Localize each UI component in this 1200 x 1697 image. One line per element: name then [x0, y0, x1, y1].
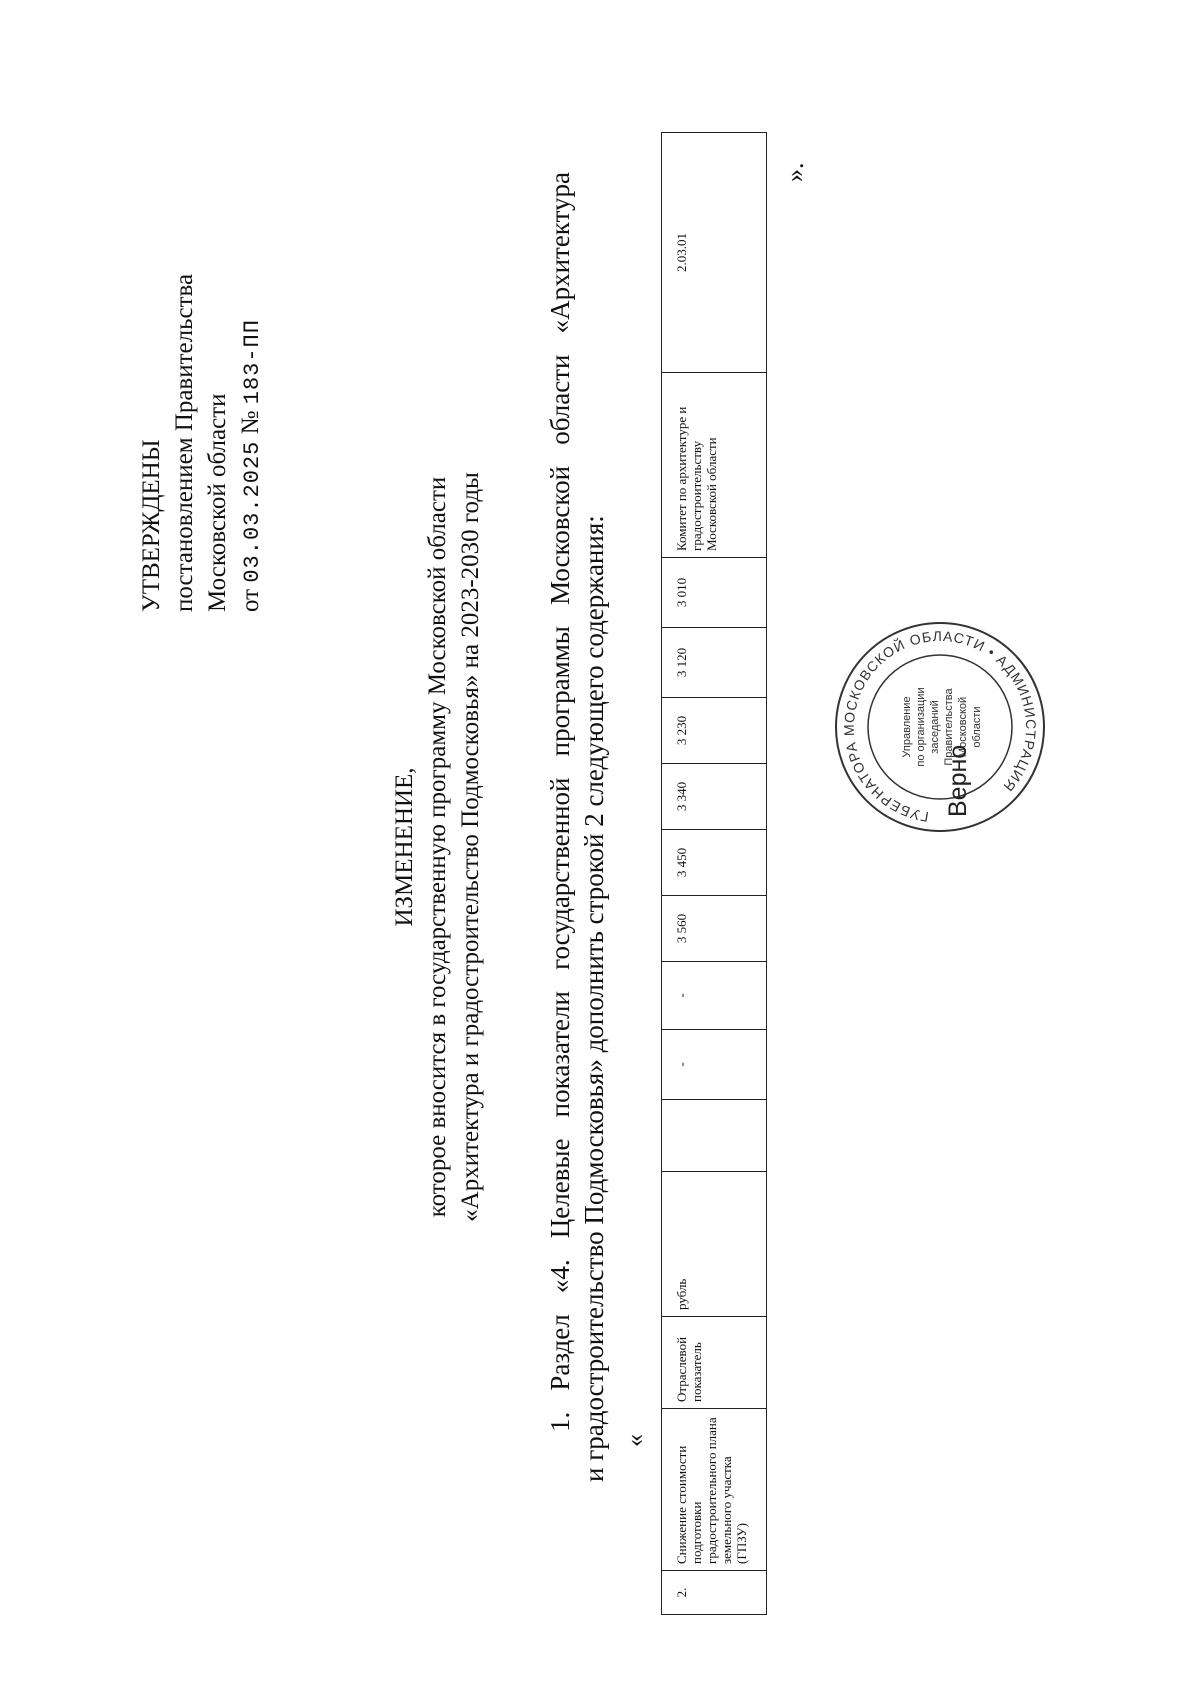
value-5: 3 340 — [662, 764, 767, 830]
approval-date-line — [234, 92, 269, 612]
official-seal-icon — [830, 617, 1050, 837]
value-2: - — [662, 962, 767, 1030]
value-3: 3 560 — [662, 896, 767, 962]
date-prefix: от — [237, 588, 264, 612]
program-code: 2.03.01 — [662, 133, 767, 373]
seal-line-1: Управление — [901, 696, 913, 758]
indicator-unit: рубль — [662, 1172, 767, 1317]
indicator-type: Отраслевой показатель — [662, 1317, 767, 1409]
seal-line-5: Московской — [957, 696, 969, 758]
handwritten-verno: Верно — [944, 744, 972, 817]
approval-number: 183-ПП — [240, 319, 265, 405]
number-sign: № — [237, 410, 264, 435]
document-subtitle-2: «Архитектура и градостроительство Подмосковья» на 2023-2030 годы — [457, 472, 484, 1222]
value-4: 3 450 — [662, 830, 767, 896]
paragraph-line-2: и градостроительство Подмосковья» дополнить строкой 2 следующего содержания: — [579, 515, 609, 1482]
seal-line-3: заседаний — [929, 700, 941, 754]
document-title: ИЗМЕНЕНИЕ, — [391, 767, 418, 927]
approval-line2: постановлением Правительства — [171, 273, 198, 612]
document-subtitle-1: которое вносится в государственную программу Московской области — [424, 476, 451, 1218]
row-number: 2. — [662, 1571, 767, 1615]
approval-block — [135, 92, 269, 612]
indicator-name: Снижение стоимости подготовки градостроительного плана земельного участка (ГПЗУ) — [662, 1409, 767, 1571]
quote-open: « — [620, 1434, 649, 1447]
value-8: 3 010 — [662, 558, 767, 628]
seal-line-2: по организации — [915, 687, 927, 767]
value-6: 3 230 — [662, 698, 767, 764]
responsible-body: Комитет по архитектуре и градостроительству Московской области — [662, 373, 767, 558]
seal-outer-text: ГУБЕРНАТОРА МОСКОВСКОЙ ОБЛАСТИ • АДМИНИСТРАЦИЯ — [840, 627, 1040, 826]
quote-close: ». — [780, 162, 809, 182]
approval-line3: Московской области — [204, 393, 231, 612]
base-value — [662, 1100, 767, 1172]
seal-line-6: области — [971, 706, 983, 748]
title-block — [388, 197, 487, 1497]
approval-date: 03.03.2025 — [240, 440, 265, 583]
approval-line1: УТВЕРЖДЕНЫ — [138, 439, 165, 612]
value-7: 3 120 — [662, 628, 767, 698]
paragraph-line-1: 1. Раздел «4. Целевые показатели государственной программы Московской области «Архитектура — [545, 172, 575, 1432]
value-1: - — [662, 1030, 767, 1100]
indicator-table — [661, 132, 767, 1615]
paragraph — [543, 172, 611, 1482]
seal-line-4: Правительства — [943, 688, 955, 766]
table-row — [662, 133, 767, 1615]
